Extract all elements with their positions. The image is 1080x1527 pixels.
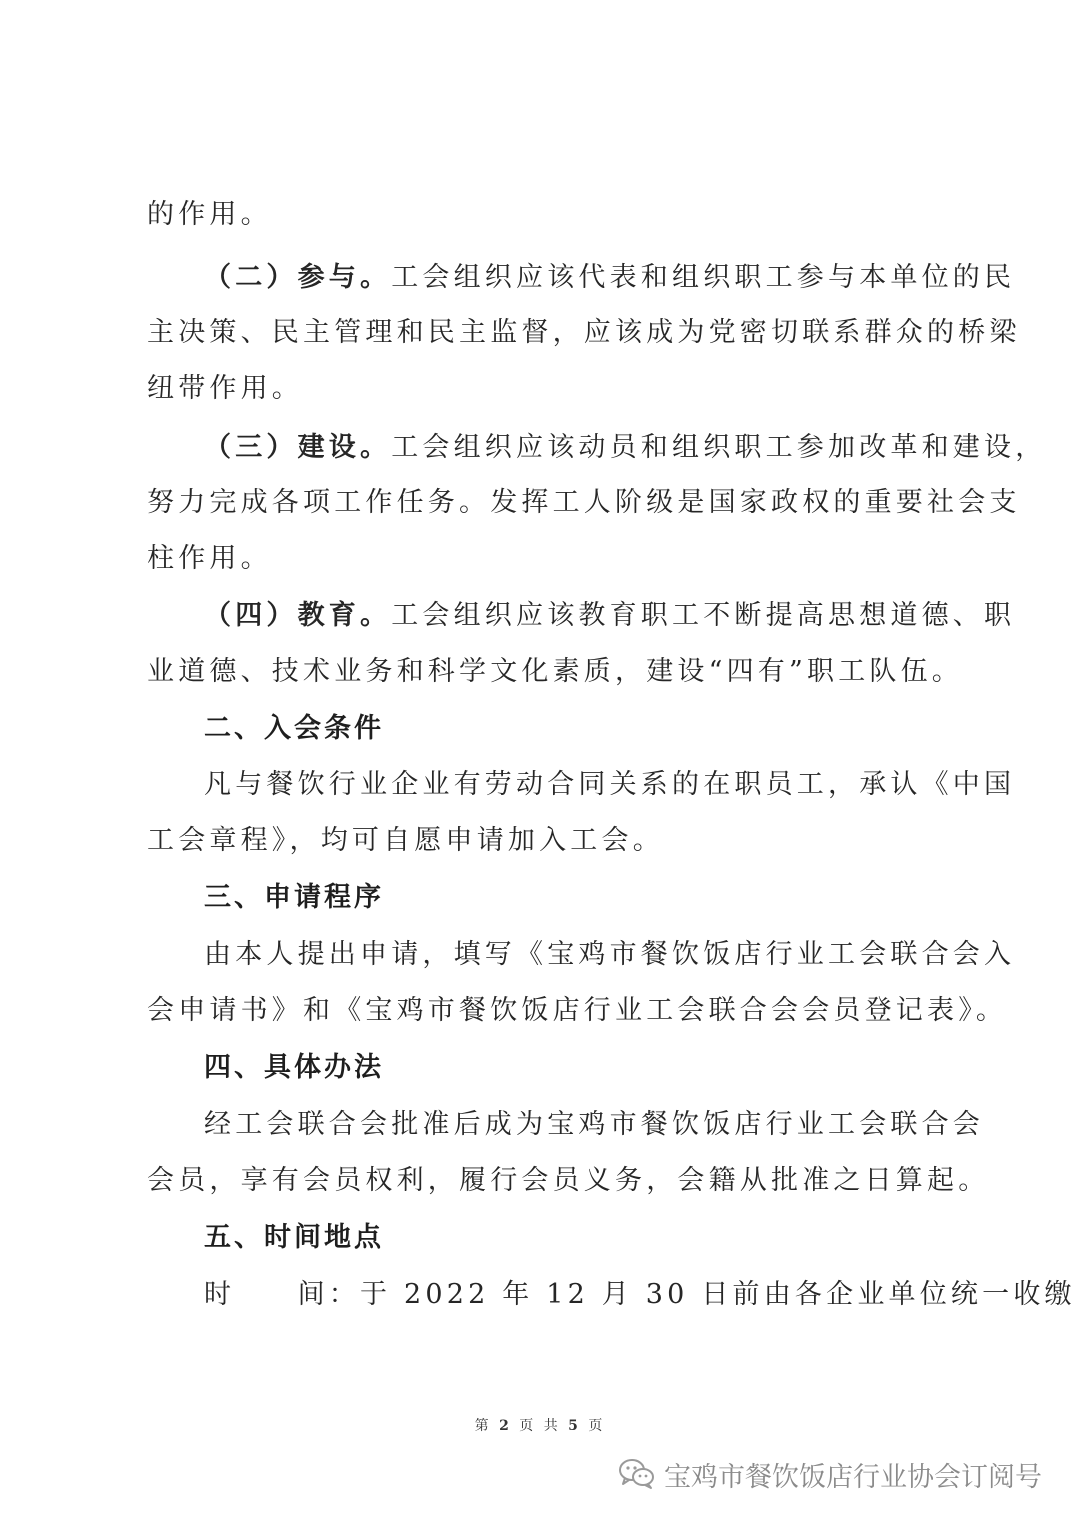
paragraph-line: 会员，享有会员权利，履行会员义务，会籍从批准之日算起。 [147, 1165, 990, 1196]
page-number-middle: 页 共 [519, 1418, 561, 1434]
item-text: 工会组织应该动员和组织职工参加改革和建设， [391, 432, 1047, 463]
paragraph-line: 柱作用。 [147, 543, 272, 574]
section-heading: 五、时间地点 [204, 1222, 384, 1253]
paragraph-line: 会申请书》和《宝鸡市餐饮饭店行业工会联合会会员登记表》。 [147, 995, 1008, 1026]
list-item-construction [204, 430, 1047, 466]
watermark-text: 宝鸡市餐饮饭店行业协会订阅号 [664, 1461, 1042, 1493]
item-text: 工会组织应该代表和组织职工参与本单位的民 [391, 262, 1016, 293]
item-label: （四）教育。 [204, 600, 392, 631]
section-heading: 四、具体办法 [204, 1052, 384, 1083]
list-item-education [204, 598, 1016, 634]
paragraph-line: 主决策、民主管理和民主监督，应该成为党密切联系群众的桥梁 [147, 317, 1021, 348]
paragraph-line: 纽带作用。 [147, 373, 303, 404]
page-number [0, 1415, 1080, 1435]
page-number-current: 2 [499, 1418, 512, 1434]
wechat-icon [618, 1457, 656, 1491]
item-label: （三）建设。 [204, 432, 392, 463]
item-text: 工会组织应该教育职工不断提高思想道德、职 [391, 600, 1016, 631]
paragraph-line: 的作用。 [147, 199, 272, 230]
item-label: （二）参与。 [204, 262, 392, 293]
paragraph-line: 时 间：于 2022 年 12 月 30 日前由各企业单位统一收缴 [204, 1279, 1076, 1310]
page-number-prefix: 第 [474, 1418, 492, 1434]
list-item-participation [204, 260, 1016, 296]
page-number-total: 5 [568, 1418, 581, 1434]
paragraph-line: 经工会联合会批准后成为宝鸡市餐饮饭店行业工会联合会 [204, 1109, 984, 1140]
paragraph-line: 努力完成各项工作任务。发挥工人阶级是国家政权的重要社会支 [147, 487, 1021, 518]
paragraph-line: 业道德、技术业务和科学文化素质，建设“四有”职工队伍。 [147, 656, 964, 687]
page-number-suffix: 页 [588, 1418, 606, 1434]
watermark [618, 1454, 1042, 1494]
paragraph-line: 由本人提出申请，填写《宝鸡市餐饮饭店行业工会联合会入 [204, 939, 1016, 970]
section-heading: 二、入会条件 [204, 713, 384, 744]
section-heading: 三、申请程序 [204, 882, 384, 913]
paragraph-line: 工会章程》，均可自愿申请加入工会。 [147, 825, 664, 856]
paragraph-line: 凡与餐饮行业企业有劳动合同关系的在职员工，承认《中国 [204, 769, 1016, 800]
